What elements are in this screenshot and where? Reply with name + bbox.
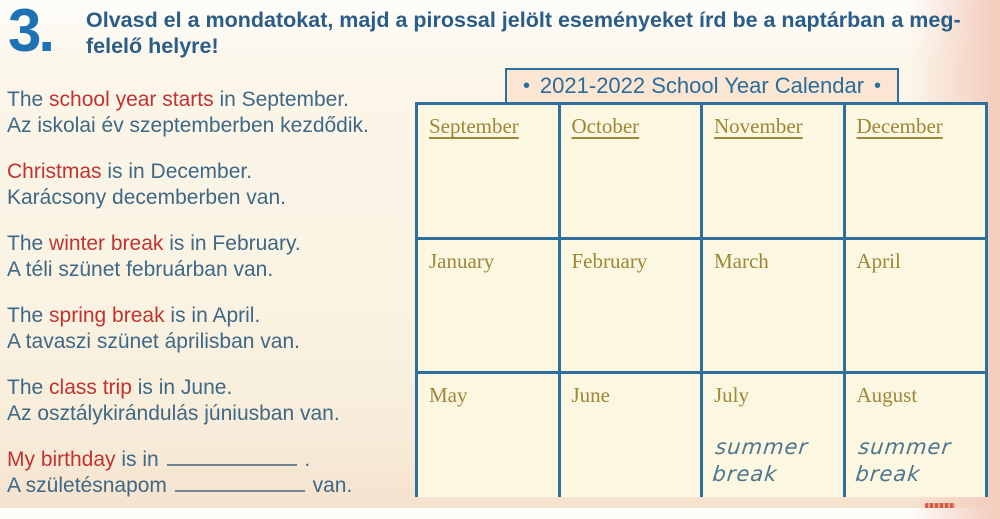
handwritten-note: summer break bbox=[711, 435, 810, 486]
sentence-pair bbox=[7, 231, 415, 283]
sentence-text: is in February. bbox=[163, 232, 301, 255]
sentence-text: is in April. bbox=[164, 304, 261, 327]
sentence-pair bbox=[7, 375, 415, 427]
sentence-en bbox=[7, 303, 415, 329]
sentence-text: The bbox=[7, 376, 50, 399]
sentence-en bbox=[7, 231, 415, 257]
sentence-list bbox=[7, 87, 415, 519]
sentence-text: A tavaszi szünet áprilisban van. bbox=[7, 330, 300, 353]
sentence-text: Az osztálykirándulás júniusban van. bbox=[7, 402, 340, 425]
calendar-title: 2021-2022 School Year Calendar bbox=[539, 73, 865, 98]
month-label: December bbox=[856, 114, 943, 138]
exercise-instructions bbox=[86, 7, 966, 59]
month-label: February bbox=[571, 249, 648, 273]
calendar-table bbox=[415, 102, 988, 497]
sentence-text: is in December. bbox=[101, 160, 253, 183]
page-decoration-cutoff bbox=[925, 503, 955, 508]
sentence-text: The bbox=[7, 232, 50, 255]
calendar-title-box bbox=[505, 68, 899, 104]
calendar-cell-november[interactable] bbox=[703, 105, 843, 237]
sentence-text: in September. bbox=[219, 88, 350, 111]
handwritten-note: summer break bbox=[853, 435, 952, 486]
month-label: November bbox=[714, 114, 803, 138]
fill-in-blank[interactable] bbox=[167, 450, 297, 466]
month-label: October bbox=[571, 114, 640, 138]
month-label: September bbox=[429, 114, 519, 138]
instructions-line-1: Olvasd el a mondatokat, majd a pirossal jelölt eseményeket írd be a naptárban a meg- bbox=[86, 8, 961, 32]
highlighted-phrase: Christmas bbox=[7, 160, 102, 183]
month-label: May bbox=[429, 383, 468, 407]
calendar-cell-october[interactable] bbox=[561, 105, 701, 237]
sentence-text: is in June. bbox=[131, 376, 233, 399]
highlighted-phrase: class trip bbox=[49, 376, 132, 399]
calendar-cell-april[interactable] bbox=[846, 240, 986, 371]
sentence-hu bbox=[7, 329, 415, 355]
sentence-en bbox=[7, 159, 415, 185]
sentence-pair bbox=[7, 87, 415, 139]
bullet-icon: • bbox=[523, 74, 531, 97]
calendar-cell-september[interactable] bbox=[418, 105, 558, 237]
sentence-pair bbox=[7, 303, 415, 355]
highlighted-phrase: My birthday bbox=[7, 448, 116, 471]
month-label: March bbox=[714, 249, 769, 273]
sentence-en bbox=[7, 375, 415, 401]
sentence-text: is in bbox=[115, 448, 165, 471]
sentence-text: van. bbox=[306, 474, 353, 497]
sentence-text: The bbox=[7, 88, 50, 111]
sentence-hu bbox=[7, 185, 415, 211]
sentence-hu bbox=[7, 473, 415, 499]
highlighted-phrase: spring break bbox=[49, 304, 165, 327]
calendar-cell-august[interactable] bbox=[846, 374, 986, 497]
calendar-cell-december[interactable] bbox=[846, 105, 986, 237]
sentence-en bbox=[7, 447, 415, 473]
sentence-hu bbox=[7, 257, 415, 283]
sentence-text: A születésnapom bbox=[7, 474, 173, 497]
month-label: April bbox=[856, 249, 901, 273]
sentence-pair bbox=[7, 447, 415, 499]
calendar-cell-january[interactable] bbox=[418, 240, 558, 371]
month-label: August bbox=[856, 383, 918, 407]
calendar-cell-may[interactable] bbox=[418, 374, 558, 497]
month-label: July bbox=[714, 383, 750, 407]
calendar-cell-july[interactable] bbox=[703, 374, 843, 497]
calendar-cell-february[interactable] bbox=[561, 240, 701, 371]
sentence-hu bbox=[7, 401, 415, 427]
sentence-pair bbox=[7, 159, 415, 211]
sentence-text: . bbox=[298, 448, 311, 471]
highlighted-phrase: winter break bbox=[49, 232, 164, 255]
sentence-text: Karácsony decemberben van. bbox=[7, 186, 286, 209]
sentence-text: Az iskolai év szeptemberben kezdődik. bbox=[7, 114, 369, 137]
month-label: January bbox=[429, 249, 495, 273]
calendar-cell-march[interactable] bbox=[703, 240, 843, 371]
calendar-cell-june[interactable] bbox=[561, 374, 701, 497]
month-label: June bbox=[571, 383, 610, 407]
sentence-en bbox=[7, 87, 415, 113]
sentence-hu bbox=[7, 113, 415, 139]
instructions-line-2: felelő helyre! bbox=[86, 34, 219, 58]
fill-in-blank[interactable] bbox=[175, 476, 305, 492]
exercise-number: 3. bbox=[8, 0, 53, 64]
sentence-text: A téli szünet februárban van. bbox=[7, 258, 274, 281]
bullet-icon: • bbox=[873, 74, 881, 97]
sentence-text: The bbox=[7, 304, 50, 327]
highlighted-phrase: school year starts bbox=[49, 88, 220, 111]
